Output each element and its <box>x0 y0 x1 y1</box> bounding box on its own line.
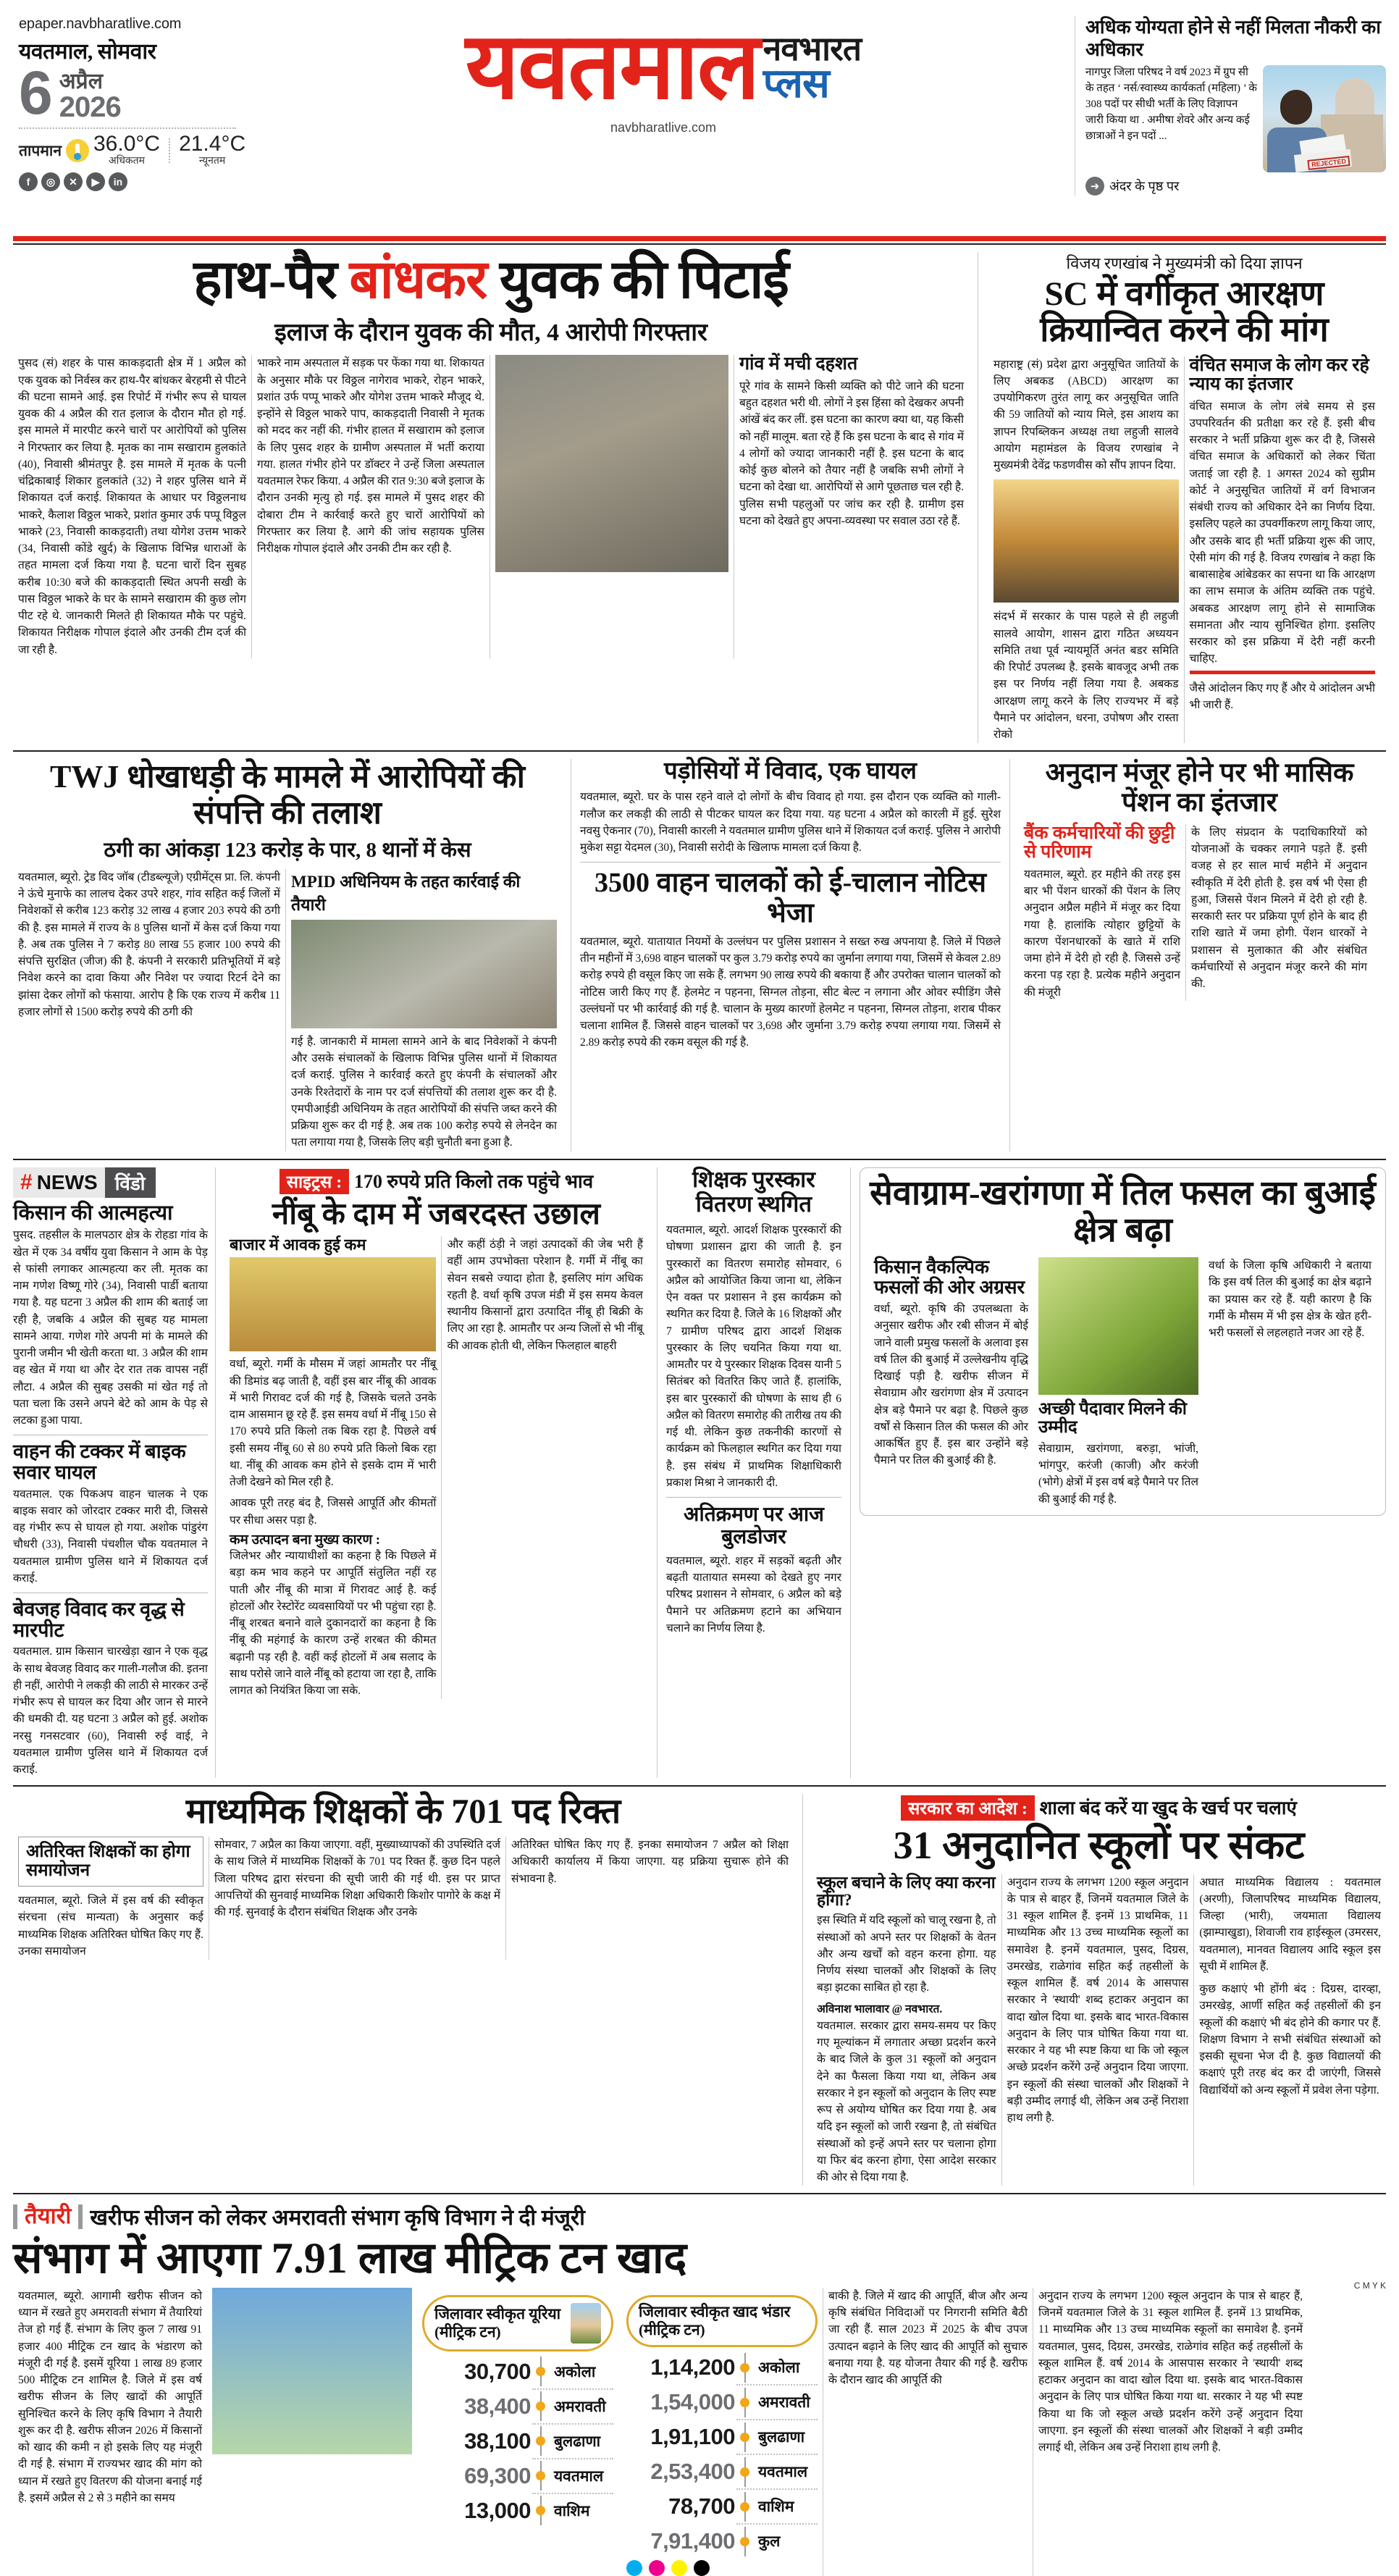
sevagram-col-1 <box>869 1257 1033 1508</box>
edition-place-day: यवतमाल, सोमवार <box>19 40 156 64</box>
sc-sub-text: वंचित समाज के लोग लंबे समय से इस उपपरिवर्तन की प्रतीक्षा कर रहे हैं. इसी बीच सरकार ने भर्ती प्रक्रिया शुरू कर दी है, जिससे वंचित समाज के अधिकारों को लेकर चिंता जताई जा रही है. 1 अगस्त 2024 को सुप्रीम कोर्ट ने अनुसूचित जातियों में वर्ग विभाजन संबंधी राज्य को अधिकार देने का निर्णय दिया. इसलिए पहले का उपवर्गीकरण लागू किया जाए, और उसके बाद ही भर्ती प्रक्रिया शुरू की जाए, ऐसी मांग की गई है. विजय रणखांब ने कहा कि बाबासाहेब आंबेडकर का सपना था कि आरक्षण का लाभ समाज के अंतिम व्यक्ति तक पहुंचे. अबकड आरक्षण लागू होने से सामाजिक समानता और न्याय सुनिश्चित होगा. इसलिए सरकार को इस प्रक्रिया में देरी नहीं करनी चाहिए. <box>1189 400 1375 666</box>
teacher-award-story <box>657 1167 850 1779</box>
lead-headline-part2: युवक की पिटाई <box>487 251 789 310</box>
schools31-text-c: कुछ कक्षाएं भी होंगी बंद : दिग्रस, दारव्हा, उमरखेड़, आर्णी सहित कई तहसीलों की इन स्कूलों की कक्षाएं भी बंद होने की कगार पर हैं. शिक्षण विभाग ने सभी संबंधित संस्थाओं को इसकी सूचना भेज दी है. कुछ विद्यालयों की कक्षाएं पूरी तरह बंद कर दी जाएंगी, जिससे विद्यार्थियों को अन्य स्कूलों में प्रवेश लेना पड़ेगा. <box>1199 1983 1382 2097</box>
schools31-tag-rest: शाला बंद करें या खुद के खर्च पर चलाएं <box>1039 1797 1297 1819</box>
urea-label-1: अमरावती <box>554 2397 606 2415</box>
stock-label-2: बुलढाणा <box>758 2428 805 2446</box>
award-headline: शिक्षक पुरस्कार वितरण स्थगित <box>692 1166 815 1217</box>
twj-story <box>13 759 571 1151</box>
band-two <box>13 759 1386 1151</box>
lead-photo-col <box>490 355 734 658</box>
bulldozer-headline: अतिक्रमण पर आज बुलडोजर <box>684 1503 824 1549</box>
stock-value-3: 2,53,400 <box>650 2459 735 2485</box>
kharif-tag-rest: खरीफ सीजन को लेकर अमरावती संभाग कृषि विभाग ने दी मंजूरी <box>90 2206 585 2231</box>
band-divider-3 <box>13 1785 1386 1787</box>
pension-text-1: यवतमाल, ब्यूरो. हर महीने की तरह इस बार भी पेंशन धारकों की पेंशन के लिए अनुदान अप्रैल महीने में मंजूर कर दिया गया है. हालांकि त्योहार छुट्टियों के कारण पेंशनधारकों के खाते में राशि जमा होने में देरी हो रही है. जिससे उन्हें करना पड़ रहा है. प्रत्येक महीने अनुदान की मंजूरी <box>1024 868 1180 999</box>
cmyk-registration-marks <box>626 2560 818 2576</box>
schools31-text-b: अघात माध्यमिक विद्यालय : यवतमाल (अरणी), जिलापरिषद माध्यमिक विद्यालय, जिल्हा (भारी), जयमाता विद्यालय (झाम्पाखुडा), शिवाजी राव हाईस्कूल (उमरसर, यवतमाल), मानवत विद्यालय आदि स्कूल इस सूची में शामिल हैं. <box>1199 1876 1382 1973</box>
facebook-icon[interactable]: f <box>19 172 38 191</box>
maadhyamik-col-2 <box>505 1837 794 1960</box>
urea-value-4: 13,000 <box>464 2497 531 2523</box>
band-lead <box>13 252 1386 743</box>
stock-label-1: अमरावती <box>758 2394 810 2412</box>
news-label: NEWS <box>36 1170 98 1193</box>
top-promo-ad[interactable] <box>1075 16 1386 196</box>
instagram-icon[interactable]: ◎ <box>41 172 60 191</box>
seedling-icon <box>571 2303 601 2344</box>
twj-col-2 <box>285 869 562 1151</box>
fertilizer-infographic <box>417 2288 823 2576</box>
dehshat-headline: गांव में मची दहशत <box>739 354 858 374</box>
urea-label-0: अकोला <box>554 2362 596 2380</box>
band-four <box>13 1794 1386 2186</box>
bulldozer-text: यवतमाल, ब्यूरो. शहर में सड़कों बढ़ती और बढ़ती यातायात समस्या को देखते हुए नगर परिषद प्रशासन ने सोमवार, 6 अप्रैल को बड़े पैमाने पर अतिक्रमण हटाने का अभियान चलाने का निर्णय लिया है. <box>665 1554 841 1635</box>
kharif-headline: संभाग में आएगा 7.91 लाख मीट्रिक टन खाद <box>13 2234 687 2283</box>
date-day-number: 6 <box>19 59 51 127</box>
maadhyamik-headline: माध्यमिक शिक्षकों के 701 पद रिक्त <box>185 1792 621 1832</box>
schools31-story <box>802 1794 1386 2186</box>
logo-navbharat: नवभारत <box>762 30 862 67</box>
sevagram-story <box>850 1167 1386 1779</box>
sevagram-sub: अच्छी पैदावार मिलने की उम्मीद <box>1038 1400 1188 1438</box>
lead-col-4 <box>734 355 969 658</box>
twj-tagline: MPID अधिनियम के तहत कार्रवाई की तैयारी <box>291 872 521 914</box>
sc-after-text: जैसे आंदोलन किए गए हैं और ये आंदोलन अभी भी जारी हैं. <box>1189 681 1375 711</box>
promo-text: नागपुर जिला परिषद ने वर्ष 2023 में ग्रुप सी के तहत ‘ नर्स/स्वास्थ्य कार्यकर्ता (महिला) ’ के 308 पदों पर सीधी भर्ती के लिए विज्ञापन जारी किया था . अमीषा शेवरे और अन्य कई छात्राओं ने इन पदों ... <box>1085 67 1257 142</box>
maadhyamik-text-1: यवतमाल, ब्यूरो. जिले में इस वर्ष की स्वीकृत संरचना (संच मान्यता) के अनुसार कई माध्यमिक शिक्षक अतिरिक्त घोषित किए गए हैं. उनका समायोजन <box>18 1895 203 1958</box>
sc-kicker: विजय रणखांब ने मुख्यमंत्री को दिया ज्ञापन <box>1066 254 1303 272</box>
sc-portrait-photo <box>993 479 1179 603</box>
citrus-sub-1: बाजार में आवक हुई कम <box>229 1235 366 1254</box>
urea-value-1: 38,400 <box>464 2393 531 2419</box>
date-month: अप्रैल <box>59 70 104 93</box>
citrus-photo <box>230 1257 436 1351</box>
logo-title: यवतमाल <box>465 15 759 118</box>
schools31-tag: सरकार का आदेश : <box>901 1795 1035 1821</box>
maadhyamik-col-0 <box>13 1837 209 1960</box>
maadhyamik-story <box>13 1794 802 2186</box>
schools31-col-1 <box>1001 1874 1194 2186</box>
sevagram-text-2: सेवाग्राम, खरांगणा, बरुड़ा, भांजी, भांगपुर, करंजी (काजी) और करंजी (भोगे) क्षेत्रों में इस वर्ष बड़े पैमाने पर तिल की बुआई की गई है. <box>1038 1442 1199 1506</box>
hash-icon: # <box>20 1170 33 1194</box>
schools31-col-0 <box>812 1874 1001 2186</box>
divider-dotted <box>19 127 236 129</box>
pension-col-2 <box>1185 824 1372 1001</box>
sc-story <box>978 252 1380 743</box>
sevagram-col-2 <box>1033 1257 1203 1508</box>
lead-text-2: भाकरे नाम अस्पताल में सड़क पर फेंका गया था. शिकायत के अनुसार मौके पर विठ्ठल नागेराव भाकरे, रोहन भाकरे, प्रशांत उर्फ पप्पू भाकरे और योगेश उत्तम भाकरे मौजूद थे. इन्होंने से विठ्ठल भाकरे पाप, काकड़दाती निवासी ने मृतक को मदद कर नहीं की. गंभीर हालत में सखाराम को इलाज के लिए पुसद शहर के ग्रामीण अस्पताल में भर्ती कराया गया. हालत गंभीर होने पर डॉक्टर ने उन्हें जिला अस्पताल यवतमाल रेफर किया. 4 अप्रैल की रात 9:30 बजे इलाज के दौरान उनकी मृत्यु हो गई. इस मामले में पुसद शहर की दोबारा टीम ने कार्रवाई करते हुए चारों आरोपियों को गिरफ्तार कर लिया है. आगे की जांच सहायक पुलिस निरीक्षक गोपाल इंदाले और उनकी टीम कर रही है. <box>257 357 485 555</box>
twj-subhead: ठगी का आंकड़ा 123 करोड़ के पार, 8 थानों में केस <box>104 838 471 862</box>
pension-text-2: के लिए संप्रदान के पदाधिकारियों को योजनाओं के चक्कर लगाने पड़ते हैं. इसी वजह से हर साल मार्च महीने में अनुदान स्वीकृति में देरी होती है. इस वर्ष भी ऐसा ही हुआ, जिससे पेंशन मिलने में देरी हो रही है. सरकारी स्तर पर प्रक्रिया पूर्ण होने के बाद ही राशि खाते में जमा होगी. पेंशन धारकों ने प्रशासन से मुलाकात की और संबंधित कर्मचारियों से अनुदान मंजूर करने की मांग की. <box>1191 826 1367 990</box>
nw-text-2: यवतमाल. ग्राम किसान चारखेड़ा खान ने एक वृद्ध के साथ बेवजह विवाद कर गाली-गलौज की. इतना ही नहीं, आरोपी ने लकड़ी की लाठी से मारकर उन्हें गंभीर रूप से घायल कर दिया और जान से मारने की धमकी दी. यह घटना 3 अप्रैल को हुई. अशोक नरसु गनसटवार (60), निवासी रुई वाई, ने यवतमाल ग्रामीण पुलिस थाने में शिकायत दर्ज कराई. <box>13 1645 208 1776</box>
nw-title-2: बेवजह विवाद कर वृद्ध से मारपीट <box>13 1598 185 1641</box>
stock-value-2: 1,91,100 <box>650 2424 735 2450</box>
stock-value-4: 78,700 <box>668 2493 735 2520</box>
urea-label-2: बुलढाणा <box>554 2432 601 2450</box>
twitter-x-icon[interactable]: ✕ <box>64 172 83 191</box>
kharif-col-3 <box>1033 2288 1308 2576</box>
kharif-text-2: बाकी है. जिले में खाद की आपूर्ति, बीज और अन्य कृषि संबंधित निविदाओं पर निगरानी समिति बैठी जा रही हैं. साल 2023 में 2025 के बीच उपज उत्पादन बढ़ाने के लिए खाद की आपूर्ति को सुचारु बनाया गया है. यह योजना तैयार की गई है. खरीफ के दौरान खाद की आपूर्ति की <box>828 2289 1028 2387</box>
pension-kicker: बैंक कर्मचारियों की छुट्टी से परिणाम <box>1024 823 1175 863</box>
lead-headline-highlight: बांधकर <box>349 251 487 310</box>
citrus-sub-3: कम उत्पादन बना मुख्य कारण : <box>229 1532 381 1548</box>
band-three <box>13 1167 1386 1779</box>
lead-subhead: इलाज के दौरान युवक की मौत, 4 आरोपी गिरफ्तार <box>274 319 707 347</box>
sevagram-col-3 <box>1203 1257 1377 1508</box>
stock-label-0: अकोला <box>758 2359 800 2377</box>
stock-value-5: 7,91,400 <box>650 2528 735 2554</box>
kharif-photo <box>212 2288 412 2454</box>
kharif-story <box>13 2202 1386 2576</box>
maadhyamik-tagbox: अतिरिक्त शिक्षकों का होगा समायोजन <box>26 1842 190 1880</box>
dehshat-text: पूरे गांव के सामने किसी व्यक्ति को पीटे जाने की घटना बहुत दहशत भरी थी. लोगों ने इस हिंसा को देखकर अपनी आंखें बंद कर लीं. इस घटना का कारण क्या था, यह किसी को नहीं मालूम. बता रहे हैं कि इस घटना के बाद से गांव में 4 लोगों को ज्यादा जानकारी नहीं है. इस घटना के बाद कोई कुछ बोलने को तैयार नहीं है जबकि सभी लोगों ने घटना को देखा था. आरोपियों से आगे पूछताछ चल रही है. पुलिस सभी पहलुओं पर जांच कर रही है. ग्रामीण इस घटना को देखते हुए अपना-व्यवस्था पर सवाल उठा रहे हैं. <box>739 379 964 527</box>
sc-text-lead: महाराष्ट्र (सं) प्रदेश द्वारा अनुसूचित जातियों के लिए अबकड (ABCD) आरक्षण का उपयोगिकरण तुरंत लागू कर अनुसूचित जाति की 59 जातियों को न्याय मिले, इस आशय का ज्ञापन रिपब्लिकन अध्यक्ष तथा लहुजी सालवे आयोग महामंडल के विजय रणखांब ने मुख्यमंत्री देवेंद्र फडणवीस को सौंप ज्ञापन दिया. <box>993 358 1179 472</box>
citrus-col-1 <box>224 1236 441 1699</box>
temperature-label: तापमान <box>19 141 62 159</box>
band-divider-2 <box>13 1159 1386 1160</box>
lead-headline-part1: हाथ-पैर <box>193 251 350 310</box>
echalan-text: यवतमाल, ब्यूरो. यातायात नियमों के उल्लंघन पर पुलिस प्रशासन ने सख्त रुख अपनाया है. जिले में पिछले तीन महीनों में 3,698 वाहन चालकों पर कुल 3.79 करोड़ रुपये का जुर्माना लगाया गया, जिसमें से केवल 2.89 करोड़ रुपये ही वसूल किए जा सके हैं. लगभग 90 लाख रुपये की बकाया हैं और उपरोक्त चालान चालकों को नोटिस जारी किए गए हैं. हेलमेट न पहनना, सिग्नल तोड़ना, सीट बेल्ट न लगाना और ओवर स्पीडिंग जैसे उल्लंघनों पर भी कार्रवाई की गई है. चालान के मुख्य कारणों हेलमेट न पहनना, सिग्नल तोड़ना, शराब पीकर चलाना शामिल हैं. जिससे वाहन चालकों पर 3,698 और जुर्माना 3.79 करोड़ रुपया लगाया गया. जिसमें से 2.89 करोड़ रुपये की रकम वसूल की गई है. <box>580 935 1001 1049</box>
urea-value-3: 69,300 <box>464 2462 531 2488</box>
sevagram-box <box>860 1167 1386 1516</box>
twj-headline: TWJ धोखाधड़ी के मामले में आरोपियों की संपत्ति की तलाश <box>50 759 525 831</box>
twj-text-2: गई है. जानकारी में मामला सामने आने के बाद निवेशकों ने कंपनी और उसके संचालकों के खिलाफ विभिन्न पुलिस थानों में शिकायत दर्ज कराई. पुलिस ने कार्रवाई करते हुए कंपनी के संचालकों और उनके रिश्तेदारों के नाम पर दर्ज संपत्तियों की तलाश शुरू कर दी है. एमपीआईडी अधिनियम के तहत आरोपियों की संपत्ति जब्त करने की प्रक्रिया शुरू कर दी गई है. अब तक 100 करोड़ रुपये से लेनदेन का पता लगाया गया है, जिसके लिए बड़ी चुनौती बना हुआ है. <box>291 1035 557 1149</box>
pension-story <box>1009 759 1380 1151</box>
nw-text-0: पुसद. तहसील के मालपठार क्षेत्र के रोहडा गांव के खेत में एक 34 वर्षीय युवा किसान ने आम के पेड़ से फांसी लगाकर आत्महत्या कर ली. मृतक का नाम गणेश विष्णू गोरे (34), निवासी पार्डी बताया गया है. यह घटना 3 अप्रैल की शाम की बताई जा रही है, जबकि 4 अप्रैल की सुबह यह मामला सामने आया. गणेश गोरे अपनी मां के मामले की पुरानी जमीन भी खेती करता था. 3 अप्रैल की शाम वह खेत में गया था और देर रात तक वापस नहीं लौटा. 4 अप्रैल की सुबह उसकी मां खेत गई तो पता चला कि उसने अपने बेटे को आम के पेड़ से लटका हुआ पाया. <box>13 1229 208 1427</box>
stock-value-0: 1,14,200 <box>650 2354 735 2380</box>
stock-chart-title-pill <box>626 2295 818 2347</box>
sevagram-kicker: किसान वैकल्पिक फसलों की ओर अग्रसर <box>874 1256 1025 1298</box>
social-links[interactable] <box>19 172 252 191</box>
citrus-text-2b: आवक पूरी तरह बंद है, जिससे आपूर्ति और कीमतों पर सीधा असर पड़ा है. <box>229 1497 437 1527</box>
schools31-sub-text: इस स्थिति में यदि स्कूलों को चालू रखना है, तो संस्थाओं को अपने स्तर पर शिक्षकों के वेतन और अन्य खर्चों को वहन करना होगा. यह निर्णय संस्था चालकों और शिक्षकों के लिए बड़ा झटका साबित हो रहा है. <box>817 1914 996 1994</box>
kharif-tag: तैयारी <box>25 2203 72 2229</box>
temperature-min: 21.4°C <box>179 132 246 156</box>
urea-value-2: 38,100 <box>464 2428 531 2454</box>
schools31-headline: 31 अनुदानित स्कूलों पर संकट <box>893 1824 1305 1868</box>
citrus-tag: साइट्रस : <box>280 1169 350 1194</box>
sc-sub-headline: वंचित समाज के लोग कर रहे न्याय का इंतजार <box>1189 355 1369 395</box>
citrus-text-3: जिलेभर और न्यायाधीशों का कहना है कि पिछले में बड़ा कम भाव कहने पर आपूर्ति संतुलित नहीं रह पाती और नींबू की मात्रा में गिरावट आई है. कई होटलों और रेस्टोरेंट व्यवसायियों पर भी पहुंचा रहा है. नींबू शरबत बनाने वाले दुकानदारों का कहना है कि नींबू की महंगाई के कारण उन्हें शरबत की कीमत बढ़ानी पड़ रही है. वहीं कई होटलों में अब सलाद के साथ परोसे जाने वाले नींबू को हटाया जा रहा है, ताकि लागत को नियंत्रित किया जा सके. <box>229 1550 437 1698</box>
nw-title-1: वाहन की टक्कर में बाइक सवार घायल <box>13 1440 186 1483</box>
nw-text-1: यवतमाल. एक पिकअप वाहन चालक ने एक बाइक सवार को जोरदार टक्कर मारी दी, जिससे वह गंभीर रूप से घायल हो गया. अशोक पांडुरंग चौधरी (33), निवासी पंचशील चौक यवतमाल ने यवतमाल ग्रामीण पुलिस थाने में शिकायत दर्ज कराई. <box>13 1488 208 1585</box>
band-divider-4 <box>13 2193 1386 2194</box>
padosi-headline: पड़ोसियों में विवाद, एक घायल <box>664 758 917 785</box>
sc-headline: SC में वर्गीकृत आरक्षण क्रियान्वित करने की मांग <box>1040 275 1329 349</box>
lead-col-1 <box>13 355 251 658</box>
urea-chart-title: जिलावार स्वीकृत यूरिया (मीट्रिक टन) <box>434 2304 561 2341</box>
maadhyamik-text-3: अतिरिक्त घोषित किए गए हैं. इनका समायोजन 7 अप्रैल को शिक्षा अधिकारी कार्यालय में किया जाएगा. यह प्रक्रिया सुचारू होने की संभावना है. <box>511 1839 789 1885</box>
award-text: यवतमाल, ब्यूरो. आदर्श शिक्षक पुरस्कारों की घोषणा प्रशासन द्वारा की जाती है. इन पुरस्कारों का वितरण समारोह सोमवार, 6 अप्रैल को आयोजित किया जाना था, लेकिन ऐन वक्त पर प्रशासन ने इस कार्यक्रम को स्थगित कर दिया है. जिले के 16 शिक्षकों और 7 ग्रामीण परिषद द्वारा आदर्श शिक्षक पुरस्कार के लिए चयनित किया गया था. आमतौर पर ये पुरस्कार शिक्षक दिवस यानी 5 सितंबर को वितरित किए जाते हैं. हालांकि, इस बार पुरस्कारों की घोषणा के साथ ही 6 अप्रैल को वितरण समारोह की तारीख तय की गई थी. लेकिन कुछ तकनीकी कारणों से कार्यक्रम को फिलहाल स्थगित कर दिया गया है. इस संबंध में प्राथमिक शिक्षाधिकारी प्रकाश मिश्रा ने जानकारी दी. <box>665 1224 841 1489</box>
twj-photo <box>291 920 557 1028</box>
date-year: 2026 <box>59 91 121 123</box>
lead-text-1: पुसद (सं) शहर के पास काकड़दाती क्षेत्र में 1 अप्रैल को एक युवक को निर्वस्त्र कर हाथ-पैर बांधकर बेरहमी से पीटने की घटना सामने आई. इस रिपोर्ट में गंभीर रूप से घायल युवक की 4 अप्रैल की रात इलाज के दौरान मौत हो गई. इस मामले में मारपीट करने चारों पर आरोपियों को पुलिस ने गिरफ्तार कर लिया है. मृतक का नाम सखाराम हुलकांते (40), निवासी श्रीमंतपुर है. इस मामले में मृतक के पत्नी चंद्रिकाबाई शिकार हुलकांते (32) ने शहर पुलिस थाने में शिकायत दर्ज कराई. शिकायत के आधार पर विठ्ठलनाथ भाकरे, कैलाश विठ्ठल भाकरे, प्रशांत कुमार उर्फ पप्पू विठ्ठल भाकरे (23, निवासी काकड़दाती) तथा योगेश उत्तम भाकरे (34, निवासी कोंडे खुर्द) के खिलाफ विभिन्न धाराओं के तहत मामला दर्ज किया गया है. घटना चारों दिन सुबह करीब 10:30 बजे की काकड़दाती स्थित अपनी सखी के पास विठ्ठल भाकरे के घर के सामने सखाराम की कुछ लोग पीट रहे थे. जानकारी मिलते ही शिकायत मौके पर पहुंचे. शिकायत निरीक्षक गोपाल इंदाले और उनकी टीम दर्ज की जा रही है. <box>18 357 246 656</box>
citrus-text-2: और कहीं ठंड़ी ने जहां उत्पादकों की जेब भरी हैं वहीं आम उपभोक्ता परेशान है. गर्मी में नींबू का सेवन सबसे ज्यादा होता है, इसलिए मांग अधिक रहती है. वर्धा कृषि उपज मंडी में इस समय केवल स्थानीय किसानों द्वारा उत्पादित नींबू ही बिक्री के लिए आ रहा है. आमतौर पर अन्य जिलों से भी नींबू की आवक होती थी, लेकिन फिलहाल बाहरी <box>447 1238 643 1352</box>
kharif-photo-col <box>207 2288 417 2576</box>
stock-label-3: यवतमाल <box>758 2463 808 2481</box>
sc-text-b: संदर्भ में सरकार के पास पहले से ही लहुजी सालवे आयोग, शासन द्वारा गठित अध्ययन समिति तथा पूर्व न्यायमूर्ति अनंत बडर समिति की रिपोर्ट उपलब्ध है. इसके बावजूद अभी तक इस पर निर्णय नहीं लिया गया है. अबकड आरक्षण लागू करने के लिए राज्यभर में बड़े पैमाने पर आंदोलन, धरना, उपोषण और रास्ता रोको <box>993 611 1179 742</box>
urea-chart <box>422 2295 613 2576</box>
linkedin-icon[interactable]: in <box>109 172 127 191</box>
rejected-stamp: REJECTED <box>1307 156 1350 170</box>
maadhyamik-col-1 <box>209 1837 505 1960</box>
maadhyamik-text-2: सोमवार, 7 अप्रैल का किया जाएगा. वहीं, मुख्याध्यापकों की उपस्थिति दर्ज के साथ जिले में माध्यमिक शिक्षकों के 701 पद रिक्त हैं. कुछ दिन पहले जिला परिषद द्वारा संरचना की सूची जारी की गई थी. इस पर प्राप्त आपत्तियों की सुनवाई माध्यमिक शिक्षा अधिकारी किशोर पागोरे के कक्ष में की गई. सुनवाई के दौरान संबंधित शिक्षक और उनके <box>214 1839 500 1919</box>
temperature-max-label: अधिकतम <box>109 156 146 167</box>
masthead-red-rule <box>13 236 1386 241</box>
temperature-min-label: न्यूनतम <box>198 156 226 167</box>
urea-label-4: वाशिम <box>554 2501 590 2520</box>
masthead <box>13 0 1386 232</box>
lead-photo <box>495 355 728 572</box>
thermometer-icon <box>66 139 89 162</box>
schools31-text-d: अनुदान राज्य के लगभग 1200 स्कूल अनुदान के पात्र से बाहर हैं, जिनमें यवतमाल जिले के 31 स्कूल शामिल हैं. इनमें 13 प्राथमिक, 11 माध्यमिक और 13 उच्च माध्यमिक स्कूलों का समावेश है. इनमें यवतमाल, पुसद, दिग्रस, उमरखेड, राळेगांव सहित कई तहसीलों के स्कूल शामिल हैं. वर्ष 2014 के आसपास सरकार ने 'स्थायी' शब्द हटाकर अनुदान का वादा खोल दिया था. इसके बाद भारत-विकास अनुदान के लिए पात्र घोषित किया गया था. सरकार ने यह भी स्पष्ट किया था कि जो स्कूल अच्छे प्रदर्शन करेंगे उन्हें अनुदान दिया जाएगा. इन स्कूलों की संस्था चालकों और शिक्षकों ने बड़ी उम्मीद लगाई थी, लेकिन अब उन्हें निराशा हाथ लगी है. <box>1038 2289 1303 2454</box>
arrow-icon: ➜ <box>1085 177 1104 196</box>
epaper-url[interactable]: epaper.navbharatlive.com <box>19 16 182 32</box>
date-block <box>19 59 252 127</box>
sevagram-headline: सेवाग्राम-खरांगणा में तिल फसल का बुआई क्षेत्र बढ़ा <box>870 1174 1376 1250</box>
padosi-text: यवतमाल, ब्यूरो. घर के पास रहने वाले दो लोगों के बीच विवाद हो गया. इस दौरान एक व्यक्ति को गाली-गलौज कर लकड़ी की लाठी से पीटकर घायल कर दिया गया. यह घटना 4 अप्रैल को कारली में हुई. सुरेश नवसु ऐकनार (70), निवासी कारली ने यवतमाल ग्रामीण पुलिस थाने में शिकायत दर्ज कराई. पुलिस ने आरोपी मुकेश सट्टा येदमल (30), निवासी सरोदी के खिलाफ मामला दर्ज किया है. <box>580 791 1001 855</box>
schools31-col-2 <box>1193 1874 1386 2186</box>
stock-label-5: कुल <box>758 2533 781 2551</box>
youtube-icon[interactable]: ▶ <box>86 172 105 191</box>
masthead-logo <box>252 16 1075 135</box>
logo-plus: प्लस <box>762 61 829 106</box>
kharif-tagbar <box>13 2202 1386 2231</box>
kharif-col-1 <box>13 2288 207 2576</box>
echalan-headline: 3500 वाहन चालकों को ई-चालान नोटिस भेजा <box>594 868 987 929</box>
masthead-thin-rule <box>13 243 1386 245</box>
red-underline <box>1190 671 1376 674</box>
kharif-text-1: यवतमाल, ब्यूरो. आगामी खरीफ सीजन को ध्यान में रखते हुए अमरावती संभाग में तैयारियां तेज हो गई हैं. संभाग के लिए कुल 7 लाख 91 हजार 400 मीट्रिक टन खाद के भंडारण को मंजूरी दी गई है. इसमें यूरिया 1 लाख 89 हजार 500 मीट्रिक टन शामिल है. जिले में इस वर्ष खरीफ सीजन के लिए खादों की आपूर्ति सुनिश्चित करने के लिए कृषि विभाग ने तैयारी शुरू कर दी है. खरीफ सीजन 2026 में किसानों को खाद की कमी न हो इसके लिए यह मंजूरी दी गई है. संभाग में राज्यभर खाद की मांग को ध्यान में रखते हुए वितरण की योजना बनाई गई है. इसमें अप्रैल से 2 से 3 महीने का समय <box>18 2289 202 2504</box>
website-url[interactable]: navbharatlive.com <box>610 120 717 135</box>
schools31-sub: स्कूल बचाने के लिए क्या करना होगा? <box>817 1873 996 1909</box>
lead-col-2 <box>251 355 490 658</box>
sevagram-text-1: वर्धा, ब्यूरो. कृषि की उपलब्धता के अनुसार खरीफ और रबी सीजन में बोई जाने वाली प्रमुख फसलों के अलावा इस वर्ष तिल की बुआई में उल्लेखनीय वृद्धि दिखाई पड़ी है. खरीफ सीजन में सेवाग्राम और खरांगणा क्षेत्र में उत्पादन क्षेत्र बड़े पैमाने पर बढ़ा है. पिछले कुछ वर्षों से किसान तिल की फसल की ओर आकर्षित हुए हैं. इस बार उन्होंने बड़े पैमाने पर तिल की बुआई की है. <box>874 1303 1029 1467</box>
stock-label-4: वाशिम <box>758 2498 794 2516</box>
urea-chart-title-pill <box>422 2295 613 2351</box>
middle-stories <box>571 759 1009 1151</box>
promo-photo <box>1263 65 1386 172</box>
urea-label-3: यवतमाल <box>554 2467 604 2485</box>
promo-headline: अधिक योग्यता होने से नहीं मिलता नौकरी का अधिकार <box>1085 17 1381 61</box>
stock-chart-title: जिलावार स्वीकृत खाद भंडार (मीट्रिक टन) <box>639 2302 791 2339</box>
promo-inside-label[interactable]: अंदर के पृष्ठ पर <box>1109 179 1180 194</box>
stock-value-1: 1,54,000 <box>650 2389 735 2415</box>
sevagram-photo <box>1038 1257 1198 1395</box>
news-window <box>13 1167 215 1779</box>
band-divider-1 <box>13 750 1386 752</box>
urea-value-0: 30,700 <box>464 2358 531 2384</box>
schools31-lead: यवतमाल. सरकार द्वारा समय-समय पर किए गए मूल्यांकन में लगातार अच्छा प्रदर्शन करने के बाद जिले के कुल 31 स्कूलों को अनुदान देने का फैसला किया गया था, लेकिन अब सरकार ने इन स्कूलों को अनुदान के लिए स्पष्ट रूप से अयोग्य घोषित कर दिया गया है. अब यदि इन स्कूलों को जारी रखना है, तो संबंधित संस्थाओं को इन्हें अपने स्तर पर चलाना होगा या फिर बंद करना होगा, ऐसा आदेश सरकार की ओर से दिया गया है. <box>817 2019 996 2184</box>
citrus-col-2 <box>441 1236 648 1699</box>
masthead-left <box>13 16 252 191</box>
twj-text-1: यवतमाल, ब्यूरो. ट्रेड विद जॉब (टीडब्ल्यूजे) एग्रीमेंट्स प्रा. लि. कंपनी ने ऊंचे मुनाफे का लालच देकर उपरे शहर, गांव सहित कई जिलों में निवेशकों से करीब 123 करोड़ 32 लाख 4 हजार 203 रुपये की ठगी की है. इस मामले में राज्य के 8 पुलिस थानों में केस दर्ज किया गया है. अब तक पुलिस ने 7 करोड़ 80 लाख 55 हजार 100 रुपये की संपत्ति सुरक्षित (जीज) की है. कंपनी ने सरकारी प्रतिभूतियों में बड़े निवेश करने का दावा किया और निवेश पर ज्यादा रिटर्न देने का झांसा देकर लोगों को फंसाया. आरोप है कि एक राज्य में करीब 11 हजार लोगों से 1500 करोड़ रुपये की ठगी की <box>18 870 280 1018</box>
schools31-text-a: अनुदान राज्य के लगभग 1200 स्कूल अनुदान के पात्र से बाहर हैं, जिनमें यवतमाल जिले के 31 स्कूल शामिल हैं. इनमें 13 प्राथमिक, 11 माध्यमिक और 13 उच्च माध्यमिक स्कूलों का समावेश है. इनमें यवतमाल, पुसद, दिग्रस, उमरखेड, राळेगांव सहित कई तहसीलों के स्कूल शामिल हैं. वर्ष 2014 के आसपास सरकार ने 'स्थायी' शब्द हटाकर अनुदान का वादा खोल दिया था. इसके बाद भारत-विकास अनुदान के लिए पात्र घोषित किया गया था. सरकार ने यह भी स्पष्ट किया था कि जो स्कूल अच्छे प्रदर्शन करेंगे उन्हें अनुदान दिया जाएगा. इन स्कूलों की संस्था चालकों और शिक्षकों ने बड़ी उम्मीद लगाई थी, लेकिन अब उन्हें निराशा हाथ लगी है. <box>1007 1876 1189 2125</box>
citrus-text-1: वर्धा, ब्यूरो. गर्मी के मौसम में जहां आमतौर पर नींबू की डिमांड बढ़ जाती है, वहीं इस बार नींबू की आवक में भारी गिरावट दर्ज की गई है, जिसके चलते उनके दाम आसमान छू रहे हैं. इस समय वर्धा में नींबू 150 से 170 रुपये प्रति किलो तक बिक रहा है. पिछले वर्ष इसी समय नींबू 60 से 80 रुपये प्रति किलो बिक रहा था. नींबू की आवक कम होने से इसके दाम में भारी तेजी देखने को मिल रही है. <box>229 1358 437 1489</box>
sevagram-text-3: वर्धा के जिला कृषि अधिकारी ने बताया कि इस वर्ष तिल की बुआई का क्षेत्र बढ़ाने का प्रयास कर रहे हैं. यही कारण है कि गर्मी के मौसम में भी इस क्षेत्र के खेत हरी-भरी फसलों से लहलहाते नजर आ रहे हैं. <box>1209 1259 1371 1340</box>
fertilizer-stock-chart <box>626 2295 818 2576</box>
pension-headline: अनुदान मंजूर होने पर भी मासिक पेंशन का इंतजार <box>1045 758 1354 818</box>
twj-col-1 <box>13 869 285 1151</box>
lead-story <box>13 252 978 743</box>
pension-col-1 <box>1019 824 1185 1001</box>
sc-col-1 <box>988 356 1184 744</box>
schools31-byline: अविनाश भालावार @ नवभारत. <box>817 2002 943 2015</box>
nw-title-0: किसान की आत्महत्या <box>13 1201 173 1225</box>
sc-col-2 <box>1184 356 1381 744</box>
temperature-max: 36.0°C <box>93 132 161 156</box>
temperature-block <box>19 133 252 167</box>
kharif-col-2 <box>823 2288 1033 2576</box>
news-window-badge[interactable] <box>13 1167 196 1198</box>
window-label: विंडो <box>105 1167 156 1198</box>
temperature-divider <box>169 138 170 163</box>
citrus-tag-rest: 170 रुपये प्रति किलो तक पहुंचे भाव <box>354 1170 594 1192</box>
citrus-story <box>215 1167 657 1779</box>
citrus-headline: नींबू के दाम में जबरदस्त उछाल <box>272 1197 600 1231</box>
lead-headline <box>13 252 969 309</box>
cmyk-label: C M Y K <box>1353 2281 1386 2291</box>
